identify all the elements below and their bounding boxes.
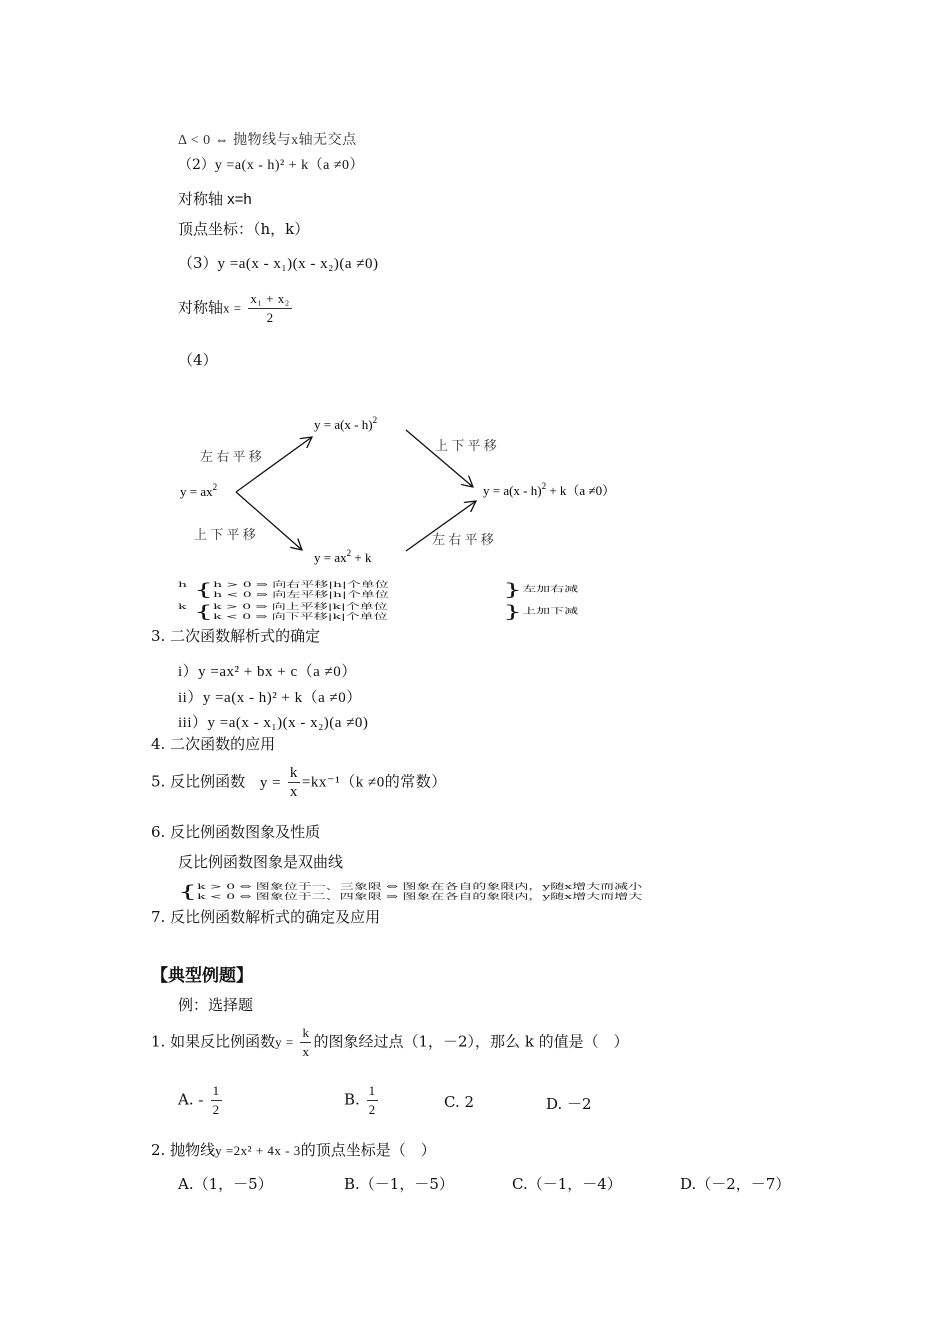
shift-k-row2: k < 0 ⇒ 向下平移|k|个单位 [213,612,388,622]
form4-label: （4） [178,351,218,369]
label-left-right-shift-2: 左 右 平 移 [432,532,494,547]
axis-numerator: x₁ + x₂ [248,290,291,309]
axis-of-symmetry-h: 对称轴 x=h [178,191,252,208]
inverse-fraction [288,764,300,801]
q2-prefix: 2. 抛物线 [151,1141,216,1159]
label-left-right-shift-1: 左 右 平 移 [200,449,262,464]
diagram-top-formula: y = a(x - h)$^2$ [314,415,378,432]
form2-line [178,154,364,174]
q1-option-a[interactable] [178,1082,224,1119]
q1-numerator: k [300,1024,311,1043]
form2-label: （2） [178,157,215,173]
section-4-title: 4. 二次函数的应用 [151,735,276,753]
q1-y: y = [275,1034,294,1050]
q1-option-b-fraction [367,1082,378,1119]
diagram-right-formula: y = a(x - h)$^2$ + k（a ≠0） [483,481,616,498]
q1-option-b-label: B. [344,1090,360,1109]
vertex-coordinates: 顶点坐标：（h，k） [178,220,310,238]
delta-condition: Δ < 0 ⇔ 抛物线与x轴无交点 [178,133,357,148]
q2-option-b[interactable]: B.（－1，－5） [344,1175,454,1193]
inverse-denominator: x [289,784,298,800]
q1-option-a-label: A. [178,1090,194,1109]
q1-option-d[interactable]: D. －2 [546,1095,592,1113]
q2-option-a[interactable]: A.（1，－5） [178,1175,273,1193]
inverse-properties-row1: k > 0 ⇔ 图象位于一、三象限 ⇔ 图象在各自的象限内，y随x增大而减小 [197,882,643,892]
section-3-form-iii: iii）y =a(x - x₁)(x - x₂)(a ≠0) [178,715,369,731]
shift-k-note: 上加下减 [522,606,579,616]
q1-prefix: 1. 如果反比例函数 [151,1032,276,1051]
intercept-form-formula: y =a(x - x₁)(x - x₂)(a ≠0) [217,256,379,272]
section-5-prefix: 5. 反比例函数 [151,772,246,791]
form3-label: （3） [178,254,218,272]
question-2 [151,1139,436,1160]
q2-formula: y =2x² + 4x - 3 [215,1143,301,1158]
shift-k-var: k [178,602,187,612]
diagram-bottom-formula: $y = ax^2 + k$ [314,548,372,565]
axis-label: 对称轴 [178,298,224,317]
shift-k-close-brace: } [503,602,523,622]
diagram-left-formula: $y = ax^2$ [180,482,218,499]
shift-h-row1: h > 0 ⇒ 向右平移|h|个单位 [213,580,389,590]
label-up-down-shift-1: 上 下 平 移 [194,527,256,542]
section-7-title: 7. 反比例函数解析式的确定及应用 [151,908,381,926]
q2-tail: 的顶点坐标是（ ） [300,1141,436,1159]
axis-fraction [248,290,291,327]
q2-option-c[interactable]: C.（－1，－4） [512,1175,622,1193]
inverse-tail: =kx⁻¹（k ≠0的常数） [301,774,447,791]
inverse-y: y = [259,774,282,791]
inverse-properties [178,880,808,902]
section-3-title: 3. 二次函数解析式的确定 [151,627,321,645]
inverse-properties-row2: k < 0 ⇔ 图象位于二、四象限 ⇒ 图象在各自的象限内，y随x增大而增大 [197,892,643,902]
axis-denominator: 2 [266,310,274,325]
example-label: 例：选择题 [178,996,254,1014]
inverse-properties-brace: { [178,882,198,902]
translation-diagram [150,400,710,580]
shift-k-brace: { [194,602,214,622]
examples-heading: 【典型例题】 [151,966,253,986]
q1-option-a-sign: - [198,1092,204,1109]
q1-denominator: x [302,1044,310,1059]
q1-option-a-num: 1 [211,1082,222,1101]
vertex-form-formula: y =a(x - h)² + k（a ≠0） [214,158,365,173]
axis-of-symmetry-fraction [178,290,294,327]
axis-x: x = [223,300,242,316]
section-6-title: 6. 反比例函数图象及性质 [151,823,321,841]
form3-line [178,252,378,273]
shift-h-rules [178,578,598,600]
shift-k-rules [178,600,598,622]
shift-h-brace: { [194,580,214,600]
q1-option-a-fraction [211,1082,222,1119]
q1-option-b[interactable] [344,1082,380,1119]
section-6-line: 反比例函数图象是双曲线 [178,853,344,871]
q1-option-c[interactable]: C. 2 [444,1093,475,1111]
shift-h-var: h [178,580,188,590]
q1-option-b-den: 2 [368,1102,376,1117]
q1-fraction [300,1024,311,1061]
q1-tail: 的图象经过点（1，－2），那么 k 的值是（ ） [313,1032,629,1051]
inverse-numerator: k [289,765,298,781]
q1-option-a-den: 2 [212,1102,220,1117]
arrow-to-top [236,437,312,492]
section-3-form-ii: ii）y =a(x - h)² + k（a ≠0） [178,690,362,706]
shift-h-note: 左加右减 [522,584,579,594]
q2-option-d[interactable]: D.（－2，－7） [680,1175,791,1193]
label-up-down-shift-2: 上 下 平 移 [435,438,497,453]
shift-k-row1: k > 0 ⇒ 向上平移|k|个单位 [213,602,388,612]
q1-option-b-num: 1 [367,1082,378,1101]
section-5-line [151,764,447,801]
section-3-form-i: i）y =ax² + bx + c（a ≠0） [178,664,357,680]
question-1 [151,1024,629,1061]
shift-h-row2: h < 0 ⇒ 向左平移|h|个单位 [213,590,389,600]
shift-h-close-brace: } [503,580,523,600]
